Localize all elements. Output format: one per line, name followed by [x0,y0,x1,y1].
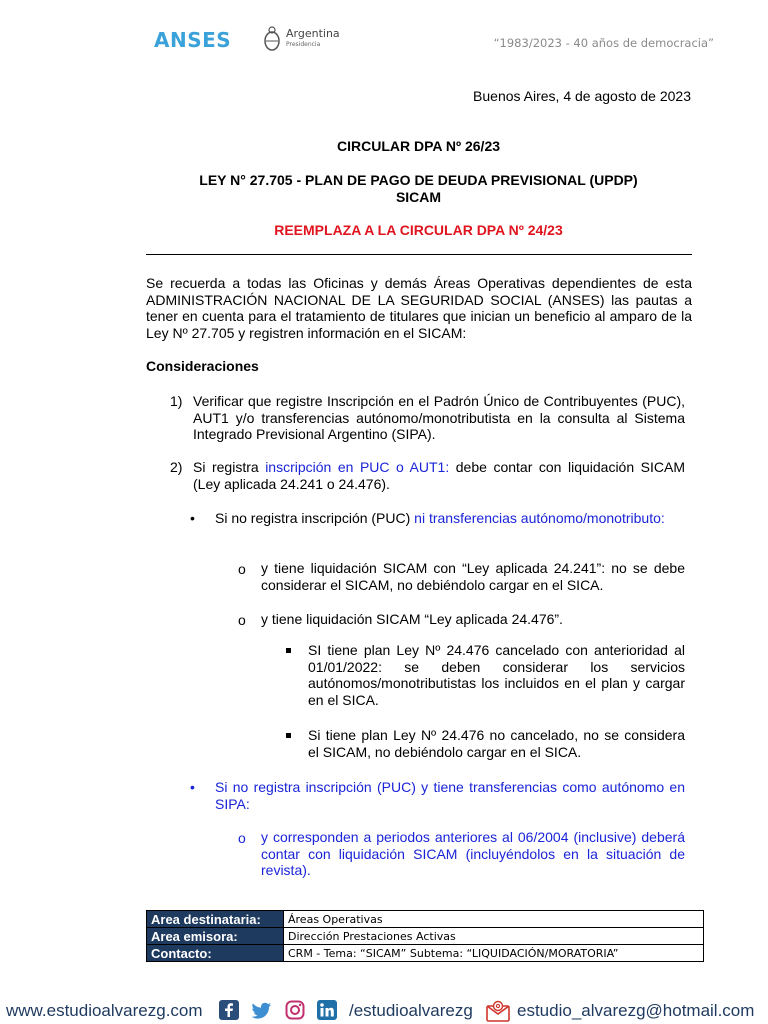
table-row [147,911,704,928]
table-value: Dirección Prestaciones Activas [284,928,704,945]
square-1-text: SI tiene plan Ley Nº 24.476 cancelado con anterioridad al 01/01/2022: se deben considerar los servicios autónomos/monotributistas los incluidos en el plan y cargar en el SICA. [308,642,685,708]
item-2-text-c: debe contar con liquidación SICAM (Ley aplicada 24.241 o 24.476). [193,459,685,492]
item-2-text-highlight: inscripción en PUC o AUT1: [265,459,450,475]
table-row [147,928,704,945]
bullet-2-marker: • [190,779,195,795]
sub-1-text: y tiene liquidación SICAM con “Ley aplicada 24.241”: no se debe considerar el SICAM, no debiéndolo cargar en el SICA. [261,560,685,593]
argentina-seal-icon [262,24,282,54]
table-label: Area destinataria: [147,911,284,928]
argentina-logo [262,24,352,54]
law-title-line-2: SICAM [395,189,442,205]
item-1-text: Verificar que registre Inscripción en el Padrón Único de Contribuyentes (PUC), AUT1 y/o transferencias autónomo/monotributista en la consulta al Sistema Integrado Previsional Argentino (SIPA). [193,393,685,442]
argentina-logo-subtext: Presidencia [286,41,321,48]
table-label: Area emisora: [147,928,284,945]
considerations-heading: Consideraciones [146,358,259,374]
square-2-text: Si tiene plan Ley Nº 24.476 no cancelado, no se considera el SICAM, no debiéndolo cargar en el SICA. [308,727,685,760]
table-value: CRM - Tema: “SICAM” Subtema: “LIQUIDACIÓN/MORATORIA” [284,945,704,962]
item-2-text-a: Si registra [193,459,266,475]
sub-3-text: y corresponden a periodos anteriores al 06/2004 (inclusive) deberá contar con liquidación SICAM (incluyéndolos en la situación de revista). [261,829,685,878]
item-2-text [193,459,685,492]
email-icon [486,1000,510,1022]
item-1-number: 1) [170,393,183,409]
divider [146,254,692,255]
anses-logo: ANSES [154,28,232,52]
facebook-icon[interactable] [219,1000,239,1020]
democracy-motto: “1983/2023 - 40 años de democracia” [493,36,714,50]
bullet-1-text [215,510,685,527]
letterhead [0,20,768,60]
footer-email-link[interactable]: estudio_alvarezg@hotmail.com [517,1001,755,1020]
document-date: Buenos Aires, 4 de agosto de 2023 [473,88,691,104]
sub-3-marker: o [238,830,246,846]
law-title-line-1: LEY N° 27.705 - PLAN DE PAGO DE DEUDA PREVISIONAL (UPDP) [199,172,638,188]
replace-notice: REEMPLAZA A LA CIRCULAR DPA Nº 24/23 [274,222,563,238]
table-label: Contacto: [147,945,284,962]
footer-website-link[interactable]: www.estudioalvarezg.com [6,1001,203,1020]
footer-social-handle[interactable]: /estudioalvarezg [349,1001,473,1020]
footer [0,998,768,1024]
argentina-logo-text: Argentina [286,27,340,40]
sub-1-marker: o [238,561,246,577]
circular-title: CIRCULAR DPA Nº 26/23 [336,138,501,154]
intro-paragraph: Se recuerda a todas las Oficinas y demás Áreas Operativas dependientes de esta ADMINISTRACIÓN NACIONAL DE LA SEGURIDAD SOCIAL (ANSES) las pautas a tener en cuenta para el tratamiento de titulares que inician un beneficio al amparo de la Ley Nº 27.705 y registren información en el SICAM: [146,275,692,341]
bullet-2-text: Si no registra inscripción (PUC) y tiene transferencias como autónomo en SIPA: [215,779,685,812]
routing-table [146,910,704,962]
twitter-icon[interactable] [252,1000,272,1020]
law-title [146,172,691,206]
item-2-number: 2) [170,459,183,475]
bullet-1-marker: • [190,510,195,526]
square-bullet-1 [286,648,291,653]
sub-2-text: y tiene liquidación SICAM “Ley aplicada 24.476”. [261,611,563,627]
sub-2-marker: o [238,612,246,628]
table-row [147,945,704,962]
linkedin-icon[interactable] [317,1000,337,1020]
bullet-1-text-a: Si no registra inscripción (PUC) [215,510,415,526]
bullet-1-text-highlight: ni transferencias autónomo/monotributo: [414,510,665,526]
table-value: Áreas Operativas [284,911,704,928]
instagram-icon[interactable] [285,1000,305,1020]
square-bullet-2 [286,733,291,738]
